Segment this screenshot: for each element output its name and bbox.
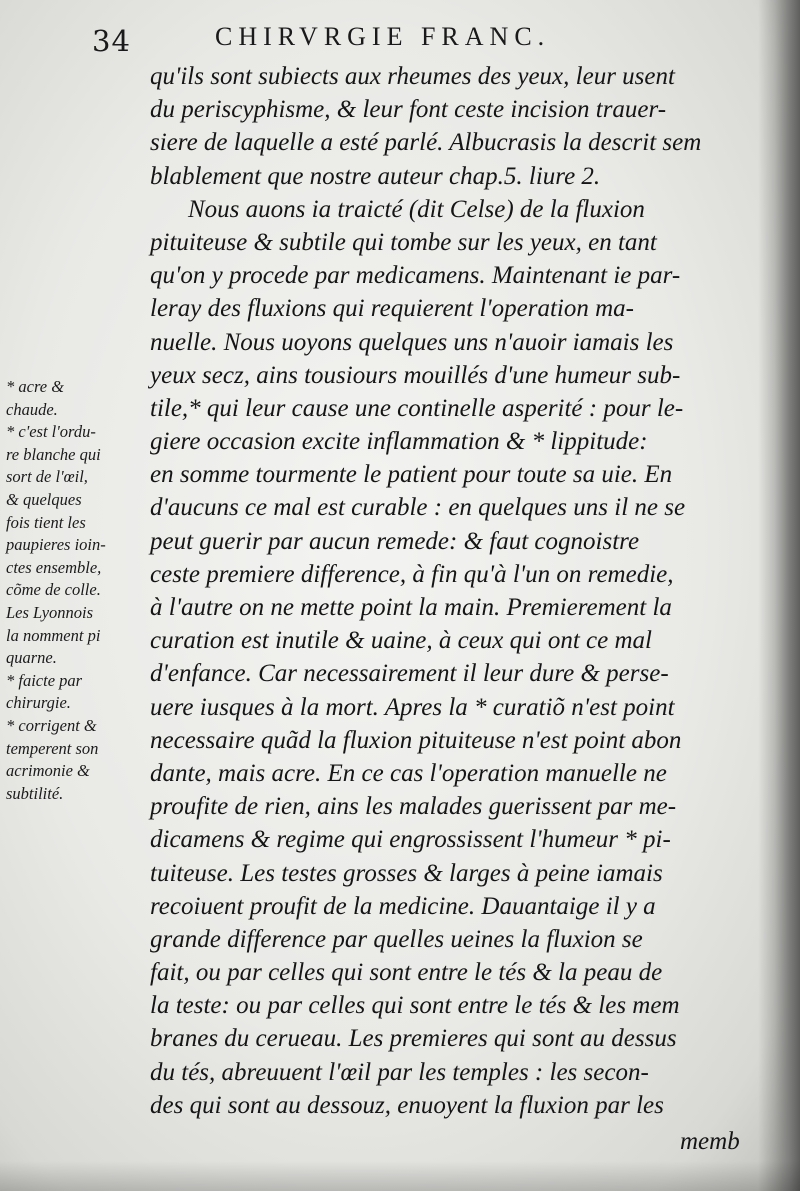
- margin-note-line: ctes ensemble,: [6, 557, 102, 577]
- text-line: pituiteuse & subtile qui tombe sur les yeux, en tant: [150, 228, 657, 256]
- text-line: curation est inutile & uaine, à ceux qui ont ce mal: [150, 627, 652, 655]
- margin-note-line: chaude.: [6, 399, 58, 419]
- text-line: tuiteuse. Les testes grosses & larges à peine iamais: [150, 859, 663, 887]
- margin-note-line: chirurgie.: [6, 693, 71, 713]
- margin-note-line: & quelques: [6, 489, 82, 509]
- text-line: necessaire quãd la fluxion pituiteuse n'est point abon: [150, 726, 682, 754]
- text-line: qu'ils sont subiects aux rheumes des yeux, leur usent: [150, 63, 675, 90]
- margin-note-line: cõme de colle.: [6, 580, 101, 600]
- text-line: uere iusques à la mort. Apres la * curatiõ n'est point: [150, 693, 675, 721]
- text-line: d'enfance. Car necessairement il leur dure & perse-: [150, 660, 669, 688]
- text-line: du periscyphisme, & leur font ceste incision trauer-: [150, 96, 667, 124]
- margin-note-line: * faicte par: [6, 670, 83, 690]
- margin-note-line: temperent son: [6, 738, 99, 758]
- text-line: dicamens & regime qui engrossissent l'humeur * pi-: [150, 826, 671, 854]
- text-line: Nous auons ia traicté (dit Celse) de la fluxion: [188, 195, 645, 223]
- text-line: la teste: ou par celles qui sont entre le tés & les mem: [150, 992, 680, 1020]
- text-line: dante, mais acre. En ce cas l'operation manuelle ne: [150, 759, 667, 787]
- text-line: branes du cerueau. Les premieres qui sont au dessus: [150, 1025, 677, 1053]
- page-bottom-shadow: [0, 1161, 800, 1191]
- margin-note-line: sort de l'œil,: [6, 467, 88, 487]
- margin-note-line: paupieres ioin-: [6, 535, 106, 555]
- text-line: du tés, abreuuent l'œil par les temples : les secon-: [150, 1058, 649, 1086]
- text-line: blablement que nostre auteur chap.5. liure 2.: [150, 162, 601, 190]
- text-line: recoiuent proufit de la medicine. Dauantaige il y a: [150, 892, 656, 920]
- margin-note-line: * corrigent &: [6, 715, 97, 735]
- text-line: ceste premiere difference, à fin qu'à l'un on remedie,: [150, 560, 674, 588]
- text-line: en somme tourmente le patient pour toute sa uie. En: [150, 461, 673, 489]
- margin-note-line: fois tient les: [6, 512, 86, 532]
- margin-note-line: re blanche qui: [6, 444, 101, 464]
- page-number: 34: [92, 24, 131, 58]
- text-line: tile,* qui leur cause une continelle asperité : pour le-: [150, 394, 684, 422]
- text-line: d'aucuns ce mal est curable : en quelques uns il ne se: [150, 494, 686, 522]
- margin-notes: [6, 376, 150, 805]
- text-line: à l'autre on ne mette point la main. Premierement la: [150, 594, 672, 621]
- page-gutter-shadow: [758, 0, 800, 1191]
- margin-note-line: quarne.: [6, 648, 57, 668]
- text-line: qu'on y procede par medicamens. Maintenant ie par-: [150, 262, 681, 290]
- margin-note-line: la nomment pi: [6, 625, 101, 645]
- body-text: [150, 60, 762, 1122]
- margin-note-line: Les Lyonnois: [6, 602, 94, 622]
- text-line: fait, ou par celles qui sont entre le tés & la peau de: [150, 959, 663, 987]
- margin-note-line: acrimonie &: [6, 761, 90, 781]
- margin-note-line: subtilité.: [6, 783, 64, 803]
- text-line: grande difference par quelles ueines la fluxion se: [150, 925, 643, 953]
- margin-note-line: * c'est l'ordu-: [6, 422, 96, 442]
- text-line: yeux secz, ains tousiours mouillés d'une humeur sub-: [150, 361, 681, 389]
- text-line: des qui sont au dessouz, enuoyent la fluxion par les: [150, 1091, 664, 1119]
- catchword: memb: [680, 1128, 740, 1155]
- text-line: leray des fluxions qui requierent l'operation ma-: [150, 295, 634, 323]
- text-line: peut guerir par aucun remede: & faut cognoistre: [150, 527, 640, 555]
- margin-note-line: * acre &: [6, 377, 65, 396]
- text-line: siere de laquelle a esté parlé. Albucrasis la descrit sem: [150, 129, 702, 157]
- text-line: proufite de rien, ains les malades guerissent par me-: [150, 793, 677, 821]
- text-line: giere occasion excite inflammation & * lippitude:: [150, 428, 648, 456]
- running-title: CHIRVRGIE FRANC.: [215, 22, 551, 51]
- text-line: nuelle. Nous uoyons quelques uns n'auoir iamais les: [150, 328, 674, 356]
